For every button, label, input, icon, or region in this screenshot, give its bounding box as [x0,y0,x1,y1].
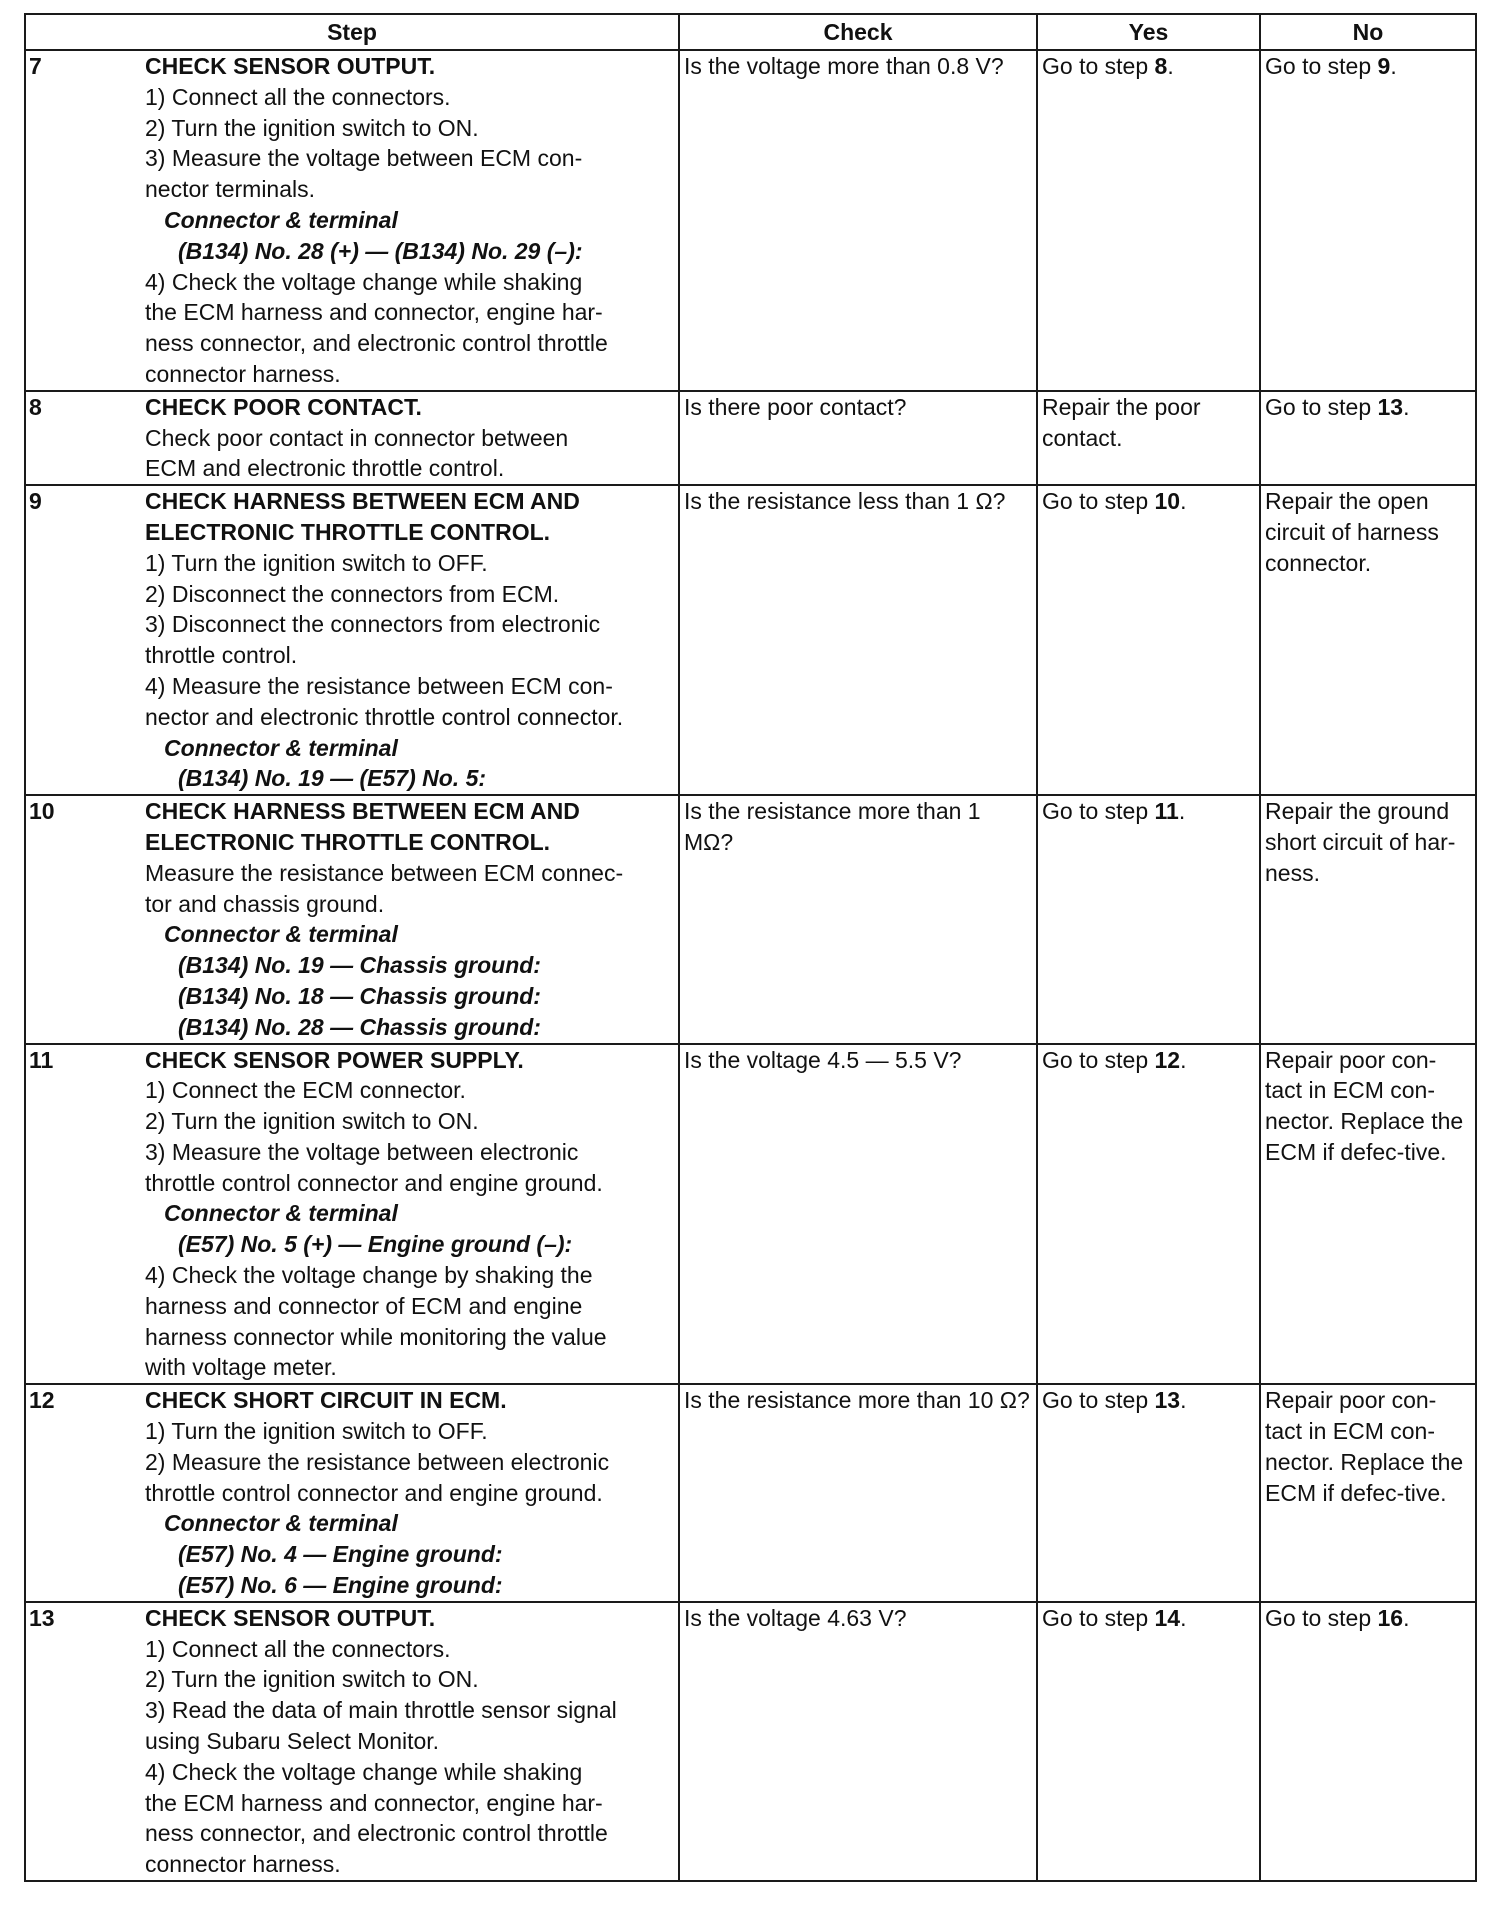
yes-step-ref: 8 [1154,53,1168,79]
no-cell [1260,485,1476,795]
step-number: 7 [29,53,42,79]
header-step: Step [25,14,679,50]
step-line: nector terminals. [145,176,316,203]
check-cell: Is there poor contact? [679,391,1037,485]
step-line: ECM and electronic throttle control. [145,455,505,482]
step-cell [25,485,679,795]
no-text: Repair poor con-tact in ECM con-nector. Replace the ECM if defec-tive. [1265,1046,1464,1165]
no-cell [1260,1602,1476,1881]
yes-step-ref: 10 [1154,488,1181,515]
step-line: 4) Check the voltage change while shaking [145,268,583,295]
connector-terminal: (B134) No. 18 — Chassis ground: [178,982,541,1009]
table-row [25,1384,1476,1602]
yes-text-end: . [1178,798,1186,825]
connector-heading: Connector & terminal [164,734,398,761]
yes-step-ref: 14 [1154,1604,1181,1631]
step-title: ELECTRONIC THROTTLE CONTROL. [145,828,551,855]
step-content [145,796,678,1042]
yes-cell [1037,795,1260,1043]
no-text: Go to step [1265,53,1378,79]
step-title: ELECTRONIC THROTTLE CONTROL. [145,518,551,545]
step-line: 3) Disconnect the connectors from electronic [145,611,601,638]
table-row [25,795,1476,1043]
yes-text: Go to step [1042,1387,1155,1414]
no-cell [1260,795,1476,1043]
no-cell [1260,391,1476,485]
step-cell [25,1384,679,1602]
yes-text: Repair the poor contact. [1042,393,1201,451]
step-content [145,1603,678,1880]
yes-text: Go to step [1042,798,1155,825]
yes-text-end: . [1167,53,1174,79]
connector-terminal: (B134) No. 28 — Chassis ground: [178,1013,541,1040]
yes-text: Go to step [1042,488,1155,515]
connector-terminal: (E57) No. 6 — Engine ground: [178,1572,503,1599]
step-line: 2) Turn the ignition switch to ON. [145,114,479,141]
step-line: using Subaru Select Monitor. [145,1728,440,1755]
step-line: Measure the resistance between ECM connec- [145,859,624,886]
step-number: 11 [29,1046,54,1073]
header-yes: Yes [1037,14,1260,50]
step-cell [25,391,679,485]
no-cell [1260,50,1476,391]
step-title: CHECK SENSOR OUTPUT. [145,53,436,79]
yes-cell [1037,485,1260,795]
step-line: ness connector, and electronic control throttle [145,1820,608,1847]
step-line: 3) Measure the voltage between electronic [145,1138,579,1165]
no-text: Repair the open circuit of harness connector. [1265,488,1439,576]
step-line: 4) Check the voltage change by shaking the [145,1262,593,1289]
step-cell [25,1044,679,1385]
connector-terminal: (E57) No. 5 (+) — Engine ground (–): [178,1231,573,1258]
no-cell [1260,1384,1476,1602]
check-cell: Is the resistance more than 10 Ω? [679,1384,1037,1602]
step-line: throttle control connector and engine ground. [145,1169,603,1196]
yes-text: Go to step [1042,1604,1155,1631]
step-line: 4) Measure the resistance between ECM con- [145,672,613,699]
step-cell [25,795,679,1043]
yes-text-end: . [1180,1604,1187,1631]
yes-cell [1037,1384,1260,1602]
connector-heading: Connector & terminal [164,921,398,948]
diagnostic-table [24,13,1477,1882]
step-title: CHECK SHORT CIRCUIT IN ECM. [145,1387,507,1414]
step-line: with voltage meter. [145,1354,337,1381]
no-step-ref: 13 [1377,393,1404,420]
yes-step-ref: 12 [1154,1046,1181,1073]
step-line: 2) Turn the ignition switch to ON. [145,1666,479,1693]
table-row [25,485,1476,795]
connector-heading: Connector & terminal [164,1200,398,1227]
no-text-end: . [1390,53,1397,79]
no-step-ref: 16 [1377,1604,1404,1631]
step-number: 12 [29,1387,55,1414]
check-cell: Is the voltage more than 0.8 V? [679,50,1037,391]
header-no: No [1260,14,1476,50]
step-line: ness connector, and electronic control throttle [145,330,608,357]
check-cell: Is the resistance less than 1 Ω? [679,485,1037,795]
step-content [145,486,678,794]
no-cell [1260,1044,1476,1385]
no-text: Go to step [1265,393,1378,420]
yes-text-end: . [1180,488,1187,515]
check-cell: Is the voltage 4.5 — 5.5 V? [679,1044,1037,1385]
step-line: 2) Disconnect the connectors from ECM. [145,580,560,607]
step-line: connector harness. [145,360,341,387]
yes-step-ref: 13 [1154,1387,1181,1414]
yes-text: Go to step [1042,53,1155,79]
step-line: 1) Connect all the connectors. [145,1635,451,1662]
step-line: 3) Measure the voltage between ECM con- [145,145,583,172]
step-title: CHECK HARNESS BETWEEN ECM AND [145,798,580,825]
step-cell [25,50,679,391]
header-check: Check [679,14,1037,50]
step-line: 1) Connect all the connectors. [145,83,451,110]
connector-terminal: (B134) No. 19 — (E57) No. 5: [178,765,487,792]
step-line: harness and connector of ECM and engine [145,1292,583,1319]
step-line: throttle control connector and engine ground. [145,1479,603,1506]
step-title: CHECK POOR CONTACT. [145,393,422,420]
step-number: 9 [29,488,42,515]
table-row [25,1602,1476,1881]
table-row [25,391,1476,485]
yes-cell [1037,50,1260,391]
step-number: 8 [29,393,42,420]
connector-heading: Connector & terminal [164,206,398,233]
no-text: Go to step [1265,1604,1378,1631]
step-line: Check poor contact in connector between [145,424,569,451]
step-content [145,51,678,390]
step-line: the ECM harness and connector, engine har- [145,1789,603,1816]
no-step-ref: 9 [1377,53,1391,79]
step-cell [25,1602,679,1881]
step-line: 1) Connect the ECM connector. [145,1077,466,1104]
step-line: harness connector while monitoring the value [145,1323,607,1350]
yes-cell [1037,1602,1260,1881]
step-title: CHECK HARNESS BETWEEN ECM AND [145,488,580,515]
step-line: 3) Read the data of main throttle sensor signal [145,1697,617,1724]
no-text: Repair poor con-tact in ECM con-nector. Replace the ECM if defec-tive. [1265,1387,1464,1506]
yes-text-end: . [1180,1387,1187,1414]
step-content [145,1045,678,1384]
yes-text-end: . [1180,1046,1187,1073]
connector-terminal: (B134) No. 28 (+) — (B134) No. 29 (–): [178,237,583,264]
check-cell: Is the voltage 4.63 V? [679,1602,1037,1881]
step-content [145,392,678,484]
table-body [25,50,1476,1881]
connector-terminal: (E57) No. 4 — Engine ground: [178,1541,503,1568]
yes-step-ref: 11 [1154,798,1179,825]
step-number: 10 [29,798,55,825]
step-content [145,1385,678,1601]
step-line: 2) Measure the resistance between electronic [145,1448,610,1475]
no-text: Repair the ground short circuit of har-ness. [1265,798,1456,886]
check-cell: Is the resistance more than 1 MΩ? [679,795,1037,1043]
step-line: 1) Turn the ignition switch to OFF. [145,1418,488,1445]
step-line: nector and electronic throttle control connector. [145,703,624,730]
step-line: tor and chassis ground. [145,890,385,917]
no-text-end: . [1403,393,1410,420]
table-row [25,50,1476,391]
step-line: 2) Turn the ignition switch to ON. [145,1108,479,1135]
yes-text: Go to step [1042,1046,1155,1073]
step-line: 4) Check the voltage change while shaking [145,1758,583,1785]
step-line: the ECM harness and connector, engine har- [145,299,603,326]
step-number: 13 [29,1604,55,1631]
step-line: throttle control. [145,642,298,669]
step-title: CHECK SENSOR OUTPUT. [145,1604,436,1631]
connector-terminal: (B134) No. 19 — Chassis ground: [178,952,541,979]
step-line: 1) Turn the ignition switch to OFF. [145,549,488,576]
table-row [25,1044,1476,1385]
connector-heading: Connector & terminal [164,1510,398,1537]
step-line: connector harness. [145,1851,341,1878]
table-header-row [25,14,1476,50]
no-text-end: . [1403,1604,1410,1631]
yes-cell [1037,1044,1260,1385]
step-title: CHECK SENSOR POWER SUPPLY. [145,1046,524,1073]
yes-cell [1037,391,1260,485]
